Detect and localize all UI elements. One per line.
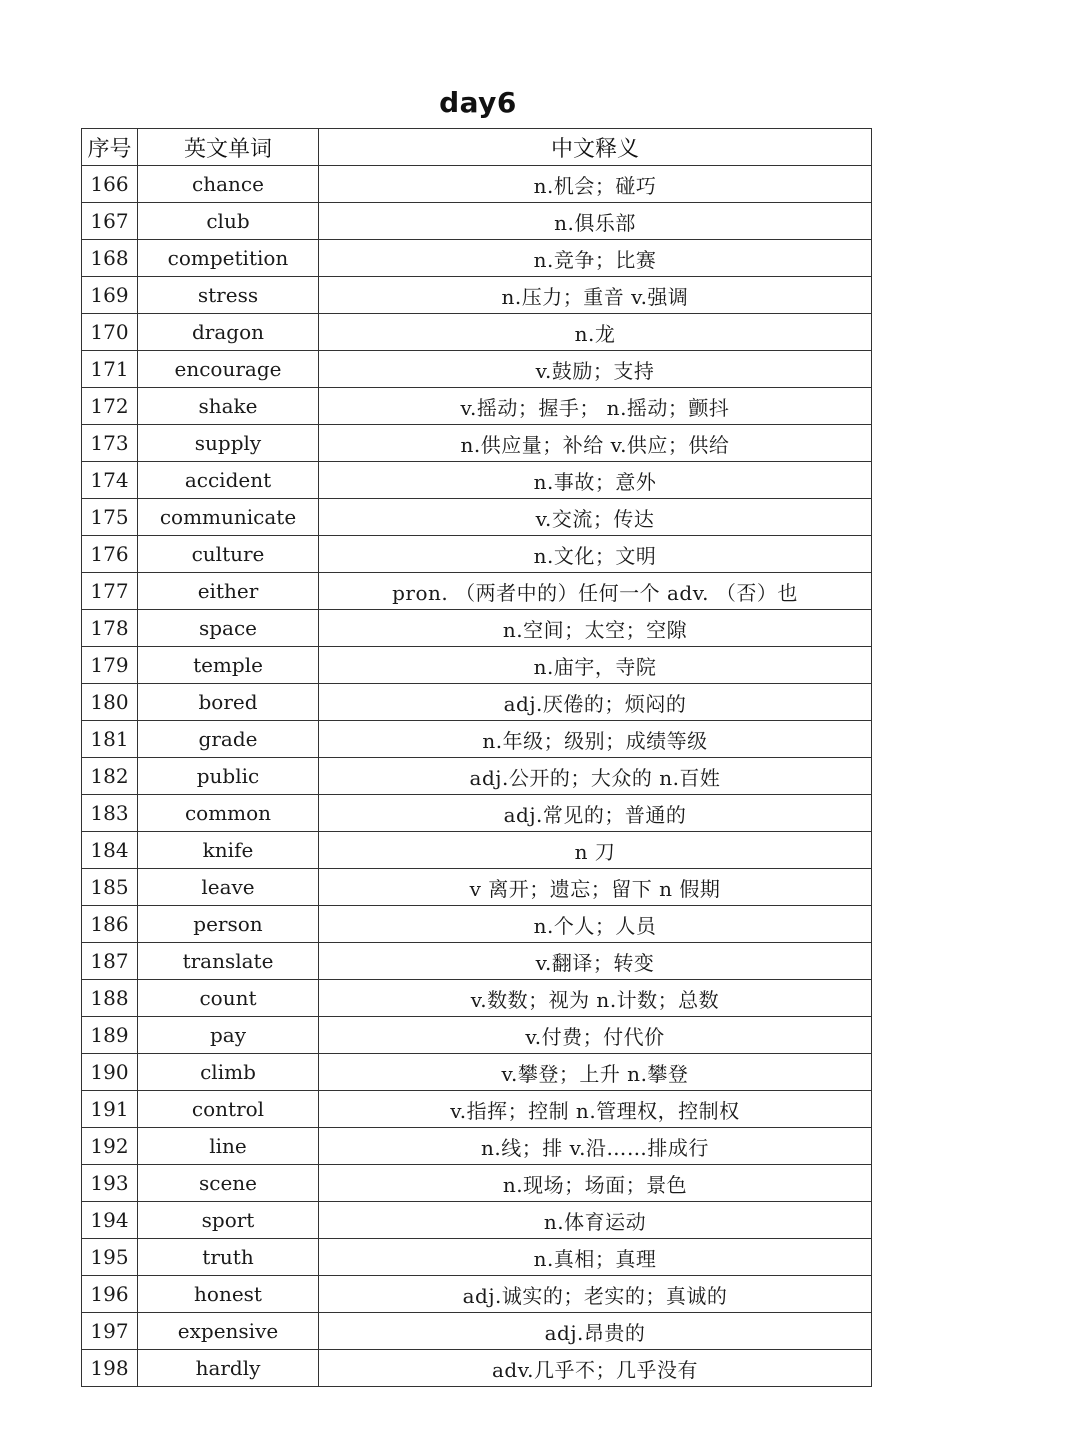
english-word: scene (138, 1165, 319, 1202)
chinese-definition: n.线；排 v.沿……排成行 (319, 1128, 872, 1165)
chinese-definition: adj.诚实的；老实的；真诚的 (319, 1276, 872, 1313)
row-number: 184 (82, 832, 138, 869)
row-number: 166 (82, 166, 138, 203)
row-number: 198 (82, 1350, 138, 1387)
row-number: 171 (82, 351, 138, 388)
chinese-definition: v.摇动；握手； n.摇动；颤抖 (319, 388, 872, 425)
row-number: 197 (82, 1313, 138, 1350)
row-number: 188 (82, 980, 138, 1017)
chinese-definition: v.攀登；上升 n.攀登 (319, 1054, 872, 1091)
table-row (82, 795, 872, 832)
chinese-definition: adj.昂贵的 (319, 1313, 872, 1350)
row-number: 178 (82, 610, 138, 647)
english-word: supply (138, 425, 319, 462)
row-number: 196 (82, 1276, 138, 1313)
table-body (82, 166, 872, 1387)
table-row (82, 388, 872, 425)
column-header-word: 英文单词 (138, 129, 319, 166)
chinese-definition: v.交流；传达 (319, 499, 872, 536)
row-number: 185 (82, 869, 138, 906)
table-row (82, 203, 872, 240)
chinese-definition: n.供应量；补给 v.供应；供给 (319, 425, 872, 462)
row-number: 187 (82, 943, 138, 980)
row-number: 172 (82, 388, 138, 425)
table-row (82, 166, 872, 203)
english-word: temple (138, 647, 319, 684)
row-number: 176 (82, 536, 138, 573)
chinese-definition: n.体育运动 (319, 1202, 872, 1239)
english-word: stress (138, 277, 319, 314)
english-word: bored (138, 684, 319, 721)
chinese-definition: n.龙 (319, 314, 872, 351)
english-word: control (138, 1091, 319, 1128)
table-row (82, 536, 872, 573)
english-word: expensive (138, 1313, 319, 1350)
table-row (82, 906, 872, 943)
table-row (82, 351, 872, 388)
english-word: translate (138, 943, 319, 980)
row-number: 175 (82, 499, 138, 536)
chinese-definition: adj.厌倦的；烦闷的 (319, 684, 872, 721)
table-row (82, 1017, 872, 1054)
row-number: 189 (82, 1017, 138, 1054)
chinese-definition: n.竞争；比赛 (319, 240, 872, 277)
table-row (82, 721, 872, 758)
chinese-definition: n.庙宇，寺院 (319, 647, 872, 684)
chinese-definition: n.真相；真理 (319, 1239, 872, 1276)
column-header-num: 序号 (82, 129, 138, 166)
table-row (82, 277, 872, 314)
chinese-definition: v.指挥；控制 n.管理权，控制权 (319, 1091, 872, 1128)
english-word: truth (138, 1239, 319, 1276)
chinese-definition: n.文化；文明 (319, 536, 872, 573)
chinese-definition: n 刀 (319, 832, 872, 869)
english-word: communicate (138, 499, 319, 536)
table-row (82, 980, 872, 1017)
english-word: knife (138, 832, 319, 869)
row-number: 181 (82, 721, 138, 758)
table-row (82, 1128, 872, 1165)
row-number: 180 (82, 684, 138, 721)
chinese-definition: pron. （两者中的）任何一个 adv. （否）也 (319, 573, 872, 610)
chinese-definition: v 离开；遗忘；留下 n 假期 (319, 869, 872, 906)
chinese-definition: v.翻译；转变 (319, 943, 872, 980)
table-row (82, 573, 872, 610)
row-number: 179 (82, 647, 138, 684)
row-number: 192 (82, 1128, 138, 1165)
row-number: 183 (82, 795, 138, 832)
row-number: 195 (82, 1239, 138, 1276)
table-row (82, 1054, 872, 1091)
row-number: 173 (82, 425, 138, 462)
english-word: count (138, 980, 319, 1017)
row-number: 168 (82, 240, 138, 277)
row-number: 193 (82, 1165, 138, 1202)
chinese-definition: v.鼓励；支持 (319, 351, 872, 388)
chinese-definition: n.俱乐部 (319, 203, 872, 240)
chinese-definition: adj.常见的；普通的 (319, 795, 872, 832)
chinese-definition: n.机会；碰巧 (319, 166, 872, 203)
english-word: sport (138, 1202, 319, 1239)
english-word: climb (138, 1054, 319, 1091)
table-row (82, 943, 872, 980)
table-row (82, 1165, 872, 1202)
chinese-definition: adj.公开的；大众的 n.百姓 (319, 758, 872, 795)
english-word: hardly (138, 1350, 319, 1387)
english-word: public (138, 758, 319, 795)
english-word: space (138, 610, 319, 647)
table-row (82, 758, 872, 795)
table-row (82, 1350, 872, 1387)
table-row (82, 869, 872, 906)
chinese-definition: adv.几乎不；几乎没有 (319, 1350, 872, 1387)
english-word: honest (138, 1276, 319, 1313)
english-word: encourage (138, 351, 319, 388)
table-row (82, 1276, 872, 1313)
row-number: 194 (82, 1202, 138, 1239)
table-row (82, 1202, 872, 1239)
english-word: club (138, 203, 319, 240)
chinese-definition: n.压力；重音 v.强调 (319, 277, 872, 314)
english-word: grade (138, 721, 319, 758)
table-header-row (82, 129, 872, 166)
table-row (82, 240, 872, 277)
english-word: either (138, 573, 319, 610)
chinese-definition: v.数数；视为 n.计数；总数 (319, 980, 872, 1017)
english-word: culture (138, 536, 319, 573)
chinese-definition: n.空间；太空；空隙 (319, 610, 872, 647)
row-number: 191 (82, 1091, 138, 1128)
column-header-definition: 中文释义 (319, 129, 872, 166)
chinese-definition: n.现场；场面；景色 (319, 1165, 872, 1202)
english-word: leave (138, 869, 319, 906)
page-title: day6 (439, 86, 517, 119)
english-word: person (138, 906, 319, 943)
english-word: chance (138, 166, 319, 203)
table-row (82, 499, 872, 536)
row-number: 169 (82, 277, 138, 314)
row-number: 186 (82, 906, 138, 943)
chinese-definition: v.付费；付代价 (319, 1017, 872, 1054)
english-word: common (138, 795, 319, 832)
table-row (82, 425, 872, 462)
row-number: 174 (82, 462, 138, 499)
row-number: 167 (82, 203, 138, 240)
chinese-definition: n.年级；级别；成绩等级 (319, 721, 872, 758)
english-word: shake (138, 388, 319, 425)
table-row (82, 462, 872, 499)
table-row (82, 684, 872, 721)
table-row (82, 647, 872, 684)
table-row (82, 1313, 872, 1350)
english-word: competition (138, 240, 319, 277)
table-row (82, 832, 872, 869)
table-row (82, 1239, 872, 1276)
chinese-definition: n.事故；意外 (319, 462, 872, 499)
english-word: pay (138, 1017, 319, 1054)
row-number: 182 (82, 758, 138, 795)
row-number: 170 (82, 314, 138, 351)
english-word: accident (138, 462, 319, 499)
english-word: dragon (138, 314, 319, 351)
row-number: 177 (82, 573, 138, 610)
row-number: 190 (82, 1054, 138, 1091)
english-word: line (138, 1128, 319, 1165)
table-row (82, 610, 872, 647)
vocabulary-table (81, 128, 872, 1387)
table-row (82, 314, 872, 351)
table-row (82, 1091, 872, 1128)
chinese-definition: n.个人；人员 (319, 906, 872, 943)
